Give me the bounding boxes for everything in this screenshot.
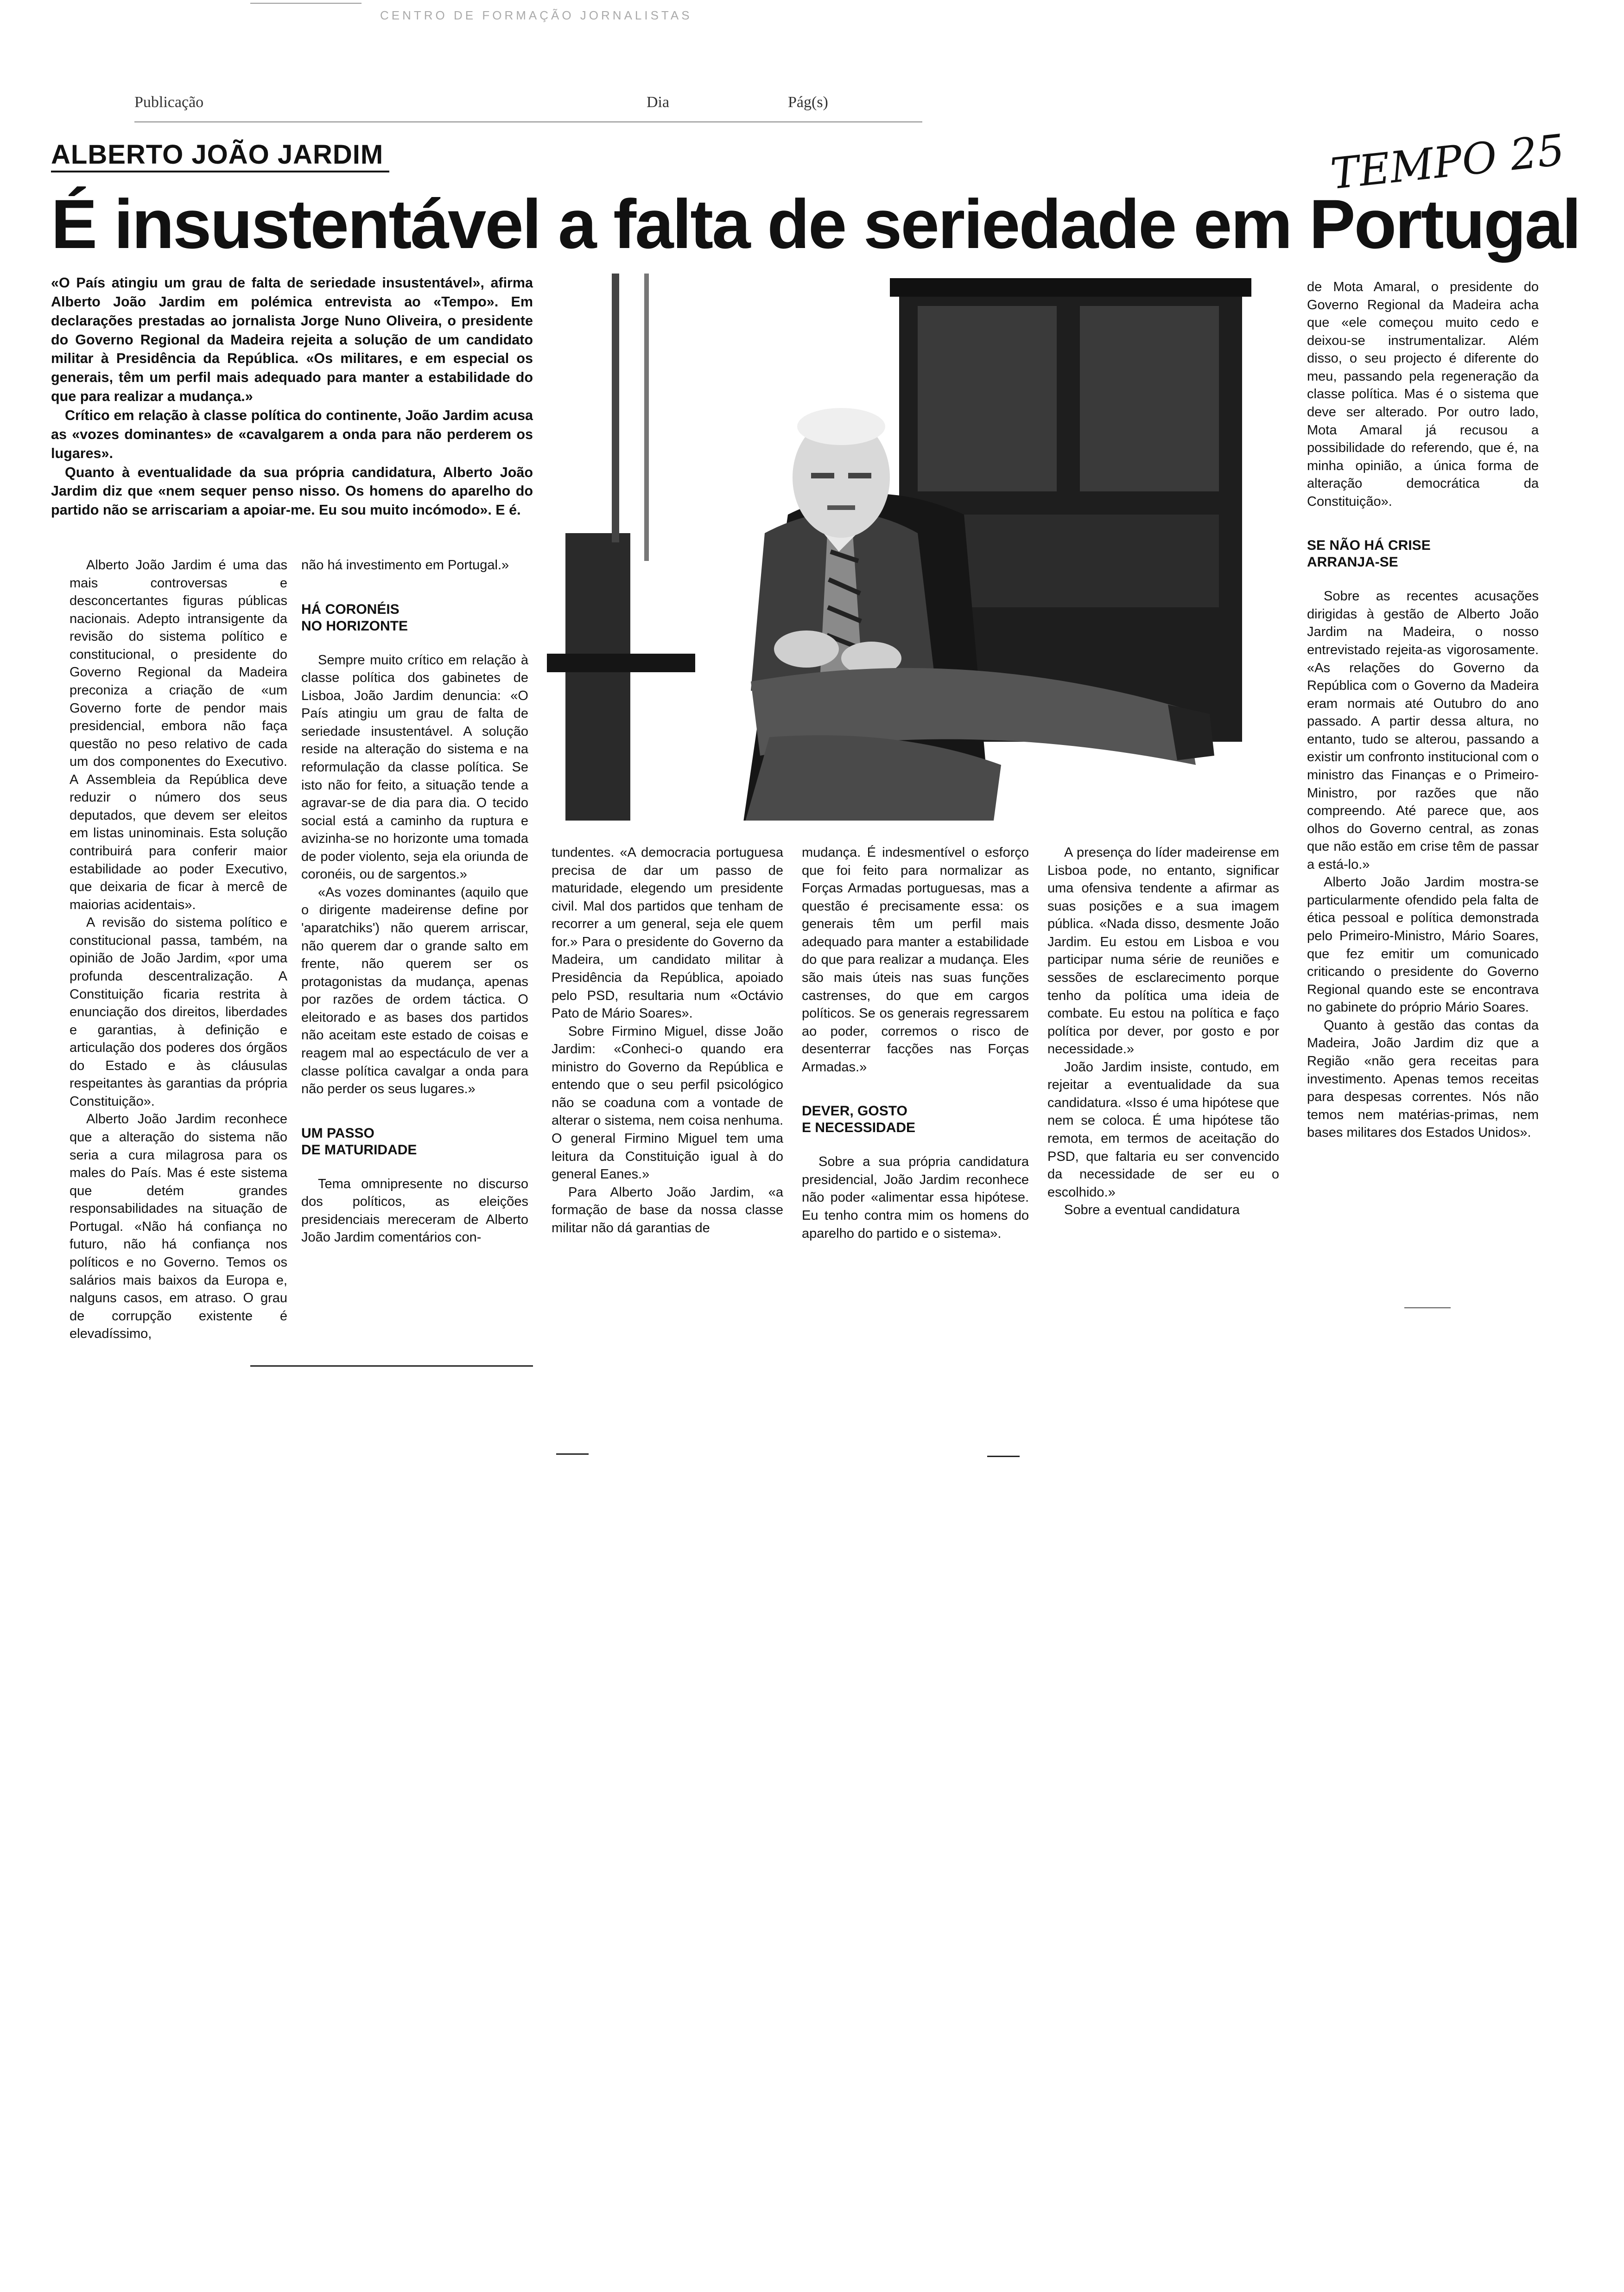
subheading-line: HÁ CORONÉIS — [301, 601, 400, 617]
subheading-line: ARRANJA-SE — [1307, 554, 1398, 570]
subheading-line: UM PASSO — [301, 1125, 374, 1141]
body-paragraph: Sobre a sua própria candidatura presidencial, João Jardim reconhece não poder «alimentar essa hipótese. Eu tenho contra mim os homens do aparelho do partido e o sistema». — [802, 1154, 1029, 1241]
body-paragraph: «As vozes dominantes (aquilo que o dirigente madeirense define por 'aparatchiks') não querem arriscar, não querem dar o grande salto em frente, não querem ser os protagonistas da mudança, apenas por razões de ordem táctica. O eleitorado e as bases dos partidos não aceitam este estado de coisas e reagem mal ao espectáculo de ver a classe política cavalgar a onda para não perder os seus lugares.» — [301, 885, 528, 1097]
body-paragraph: mudança. É indesmentível o esforço que foi feito para normalizar as Forças Armadas portuguesas, mas a questão é precisamente essa: os generais têm um perfil mais adequado para manter a estabilidade do que para realizar a mudança. Eles são mais úteis nas suas funções castrenses, do que em cargos políticos. Se os generais regressarem ao poder, corremos o risco de desenterrar facções nas Forças Armadas.» — [802, 845, 1029, 1075]
subheading-line: DEVER, GOSTO — [802, 1103, 907, 1119]
lead-paragraph: Crítico em relação à classe política do continente, João Jardim acusa as «vozes dominantes» de «cavalgarem a onda para não perderem os lugares». — [51, 407, 533, 461]
body-paragraph: Sobre a eventual candidatura — [1064, 1203, 1240, 1218]
subheading-se-nao-ha-crise — [1307, 537, 1539, 571]
body-paragraph: Para Alberto João Jardim, «a formação de base da nossa classe militar não dá garantias de — [552, 1184, 783, 1235]
subheading-ha-coroneis — [301, 601, 528, 635]
day-label: Dia — [647, 94, 670, 111]
text-column-4 — [802, 844, 1029, 1242]
publication-label: Publicação — [134, 94, 204, 111]
subheading-line: NO HORIZONTE — [301, 618, 408, 634]
body-paragraph: Sobre as recentes acusações dirigidas à gestão de Alberto João Jardim na Madeira, o nosso entrevistado rejeita-as vigorosamente. «As relações do Governo da República com o Governo da Madeira eram normais até Outubro do ano passado. A partir dessa altura, no entanto, tudo se alterou, passando a existir um confronto institucional com o ministro das Finanças e o Primeiro-Ministro, por razões que não compreendo. Até parece que, aos olhos do Governo central, as zonas que não estão em crise têm de passar a está-lo.» — [1307, 589, 1539, 872]
text-column-2 — [301, 556, 528, 1247]
body-paragraph: João Jardim insiste, contudo, em rejeitar a eventualidade da sua candidatura. «Isso é uma hipótese que nem se coloca. É uma hipótese tão remota, em termos de aceitação do PSD, que faltaria eu ser convencido da necessidade de ser eu o escolhido.» — [1047, 1059, 1279, 1200]
column-end-rule — [1404, 1307, 1451, 1308]
body-paragraph: Tema omnipresente no discurso dos políticos, as eleições presidenciais mereceram de Alberto João Jardim comentários con- — [301, 1176, 528, 1245]
top-rule — [250, 3, 362, 4]
subheading-dever-gosto — [802, 1103, 1029, 1136]
body-paragraph: tundentes. «A democracia portuguesa precisa de dar um passo de maturidade, elegendo um presidente civil. Mal dos partidos que tenham de recorrer a um general, seja ele quem for.» Para o presidente do Governo da Madeira, um candidato militar à Presidência da República, apoiado pelo PSD, resultaria num «Octávio Pato de Mário Soares». — [552, 845, 783, 1021]
text-column-5 — [1047, 844, 1279, 1219]
lead-paragraph: «O País atingiu um grau de falta de seriedade insustentável», afirma Alberto João Jardim em polémica entrevista ao «Tempo». Em declarações prestadas ao jornalista Jorge Nuno Oliveira, o presidente do Governo Regional da Madeira rejeita a solução de um candidato militar à Presidência da República. «Os militares, e em especial os generais, têm um perfil mais adequado para manter a estabilidade do que para realizar a mudança.» — [51, 275, 533, 405]
column-end-rule — [250, 1365, 533, 1367]
body-paragraph: A revisão do sistema político e constitucional passa, também, na opinião de João Jardim, «por uma profunda descentralização. A Constituição ficaria restrita à enunciação dos direitos, liberdades e garantias, à definição e articulação dos poderes dos órgãos do Estado e às cláusulas respeitantes às garantias da própria Constituição». — [70, 915, 287, 1109]
handwritten-note: TEMPO 25 — [1328, 125, 1567, 199]
archive-strip: CENTRO DE FORMAÇÃO JORNALISTAS — [380, 8, 692, 22]
subheading-line: E NECESSIDADE — [802, 1120, 916, 1136]
scan-mark — [556, 1453, 589, 1455]
page-label: Pág(s) — [788, 94, 828, 111]
body-paragraph: não há investimento em Portugal.» — [301, 558, 509, 573]
body-paragraph: de Mota Amaral, o presidente do Governo Regional da Madeira acha que «ele começou muito cedo e deixou-se instrumentalizar. Além disso, o seu projecto é diferente do meu, passando pela regeneração da classe política. Mas é o sistema que deve ser alterado. Por outro lado, Mota Amaral já recusou a possibilidade do referendo, que é, na minha opinião, a única forma de alteração democrática da Constituição». — [1307, 280, 1539, 509]
body-paragraph: Alberto João Jardim reconhece que a alteração do sistema não seria a cura milagrosa para os males do País. Mas é este sistema que detém grandes responsabilidades na situação de Portugal. «Não há confiança no futuro, não há confiança nos políticos e no Governo. Temos os salários mais baixos da Europa e, nalguns casos, em atraso. O grau de corrupção existente é elevadíssimo, — [70, 1112, 287, 1342]
lead-paragraph: Quanto à eventualidade da sua própria candidatura, Alberto João Jardim diz que «nem sequer penso nisso. Os homens do aparelho do partido não se arriscariam a apoiar-me. Eu sou muito incómodo». E é. — [51, 464, 533, 518]
subheading-line: DE MATURIDADE — [301, 1142, 417, 1158]
article-kicker: ALBERTO JOÃO JARDIM — [51, 140, 384, 170]
subheading-line: SE NÃO HÁ CRISE — [1307, 538, 1431, 554]
body-paragraph: Alberto João Jardim é uma das mais controversas e desconcertantes figuras públicas nacionais. Adepto intransigente da revisão do sistema político e constitucional, o presidente do Governo Regional da Madeira preconiza a criação de «um Governo forte de pendor mais presidencial, embora não faça questão no peso relativo de cada um dos componentes do Executivo. A Assembleia da República deve reduzir o número dos seus deputados, que devem ser eleitos em listas uninominais. Esta solução contribuirá para conferir maior estabilidade ao poder Executivo, que deixaria de ficar à mercê de maiorias acidentais». — [70, 558, 287, 912]
text-column-3 — [552, 844, 783, 1237]
portrait-illustration — [547, 274, 1270, 834]
body-paragraph: A presença do líder madeirense em Lisboa pode, no entanto, significar uma ofensiva tendente a afirmar as suas posições e a sua imagem pública. «Nada disso, desmente João Jardim. Eu estou em Lisboa e vou participar numa série de reuniões e sessões de esclarecimento porque tenho da política uma ideia de combate. Eu estou na política e faço política por dever, por gosto e por necessidade.» — [1047, 845, 1279, 1057]
text-column-1 — [70, 556, 287, 1343]
portrait-photo — [547, 274, 1270, 834]
article-lead — [51, 274, 533, 520]
body-paragraph: Sobre Firmino Miguel, disse João Jardim: «Conheci-o quando era ministro do Governo da República e entendo que o seu perfil psicológico não se coaduna com a vontade de alterar o sistema, nem coisa nenhuma. O general Firmino Miguel tem uma leitura da Constituição igual à do general Eanes.» — [552, 1024, 783, 1182]
body-paragraph: Alberto João Jardim mostra-se particularmente ofendido pela falta de ética pessoal e política demonstrada pelo Primeiro-Ministro, Mário Soares, que fez emitir um comunicado criticando o presidente do Governo Regional quando este se encontrava no gabinete do próprio Mário Soares. — [1307, 875, 1539, 1015]
header-rule — [134, 121, 922, 122]
text-column-6 — [1307, 278, 1539, 1142]
body-paragraph: Sempre muito crítico em relação à classe política dos gabinetes de Lisboa, João Jardim denuncia: «O País atingiu um grau de falta de seriedade insustentável. A solução reside na alteração do sistema e na reformulação da classe política. Se isto não for feito, a situação tende a agravar-se de dia para dia. O tecido social está a caminho da ruptura e avizinha-se no horizonte uma tomada de poder violento, seja ela oriunda de coronéis, ou de sargentos.» — [301, 652, 528, 882]
kicker-underline — [51, 171, 389, 172]
subheading-um-passo — [301, 1125, 528, 1159]
article-headline: É insustentável a falta de seriedade em Portugal — [51, 185, 1580, 263]
scan-mark — [987, 1456, 1020, 1457]
body-paragraph: Quanto à gestão das contas da Madeira, João Jardim diz que a Região «não gera receitas para investimento. Apenas temos receitas para despesas correntes. Nós não temos nem matérias-primas, nem bases militares dos Estados Unidos». — [1307, 1018, 1539, 1140]
